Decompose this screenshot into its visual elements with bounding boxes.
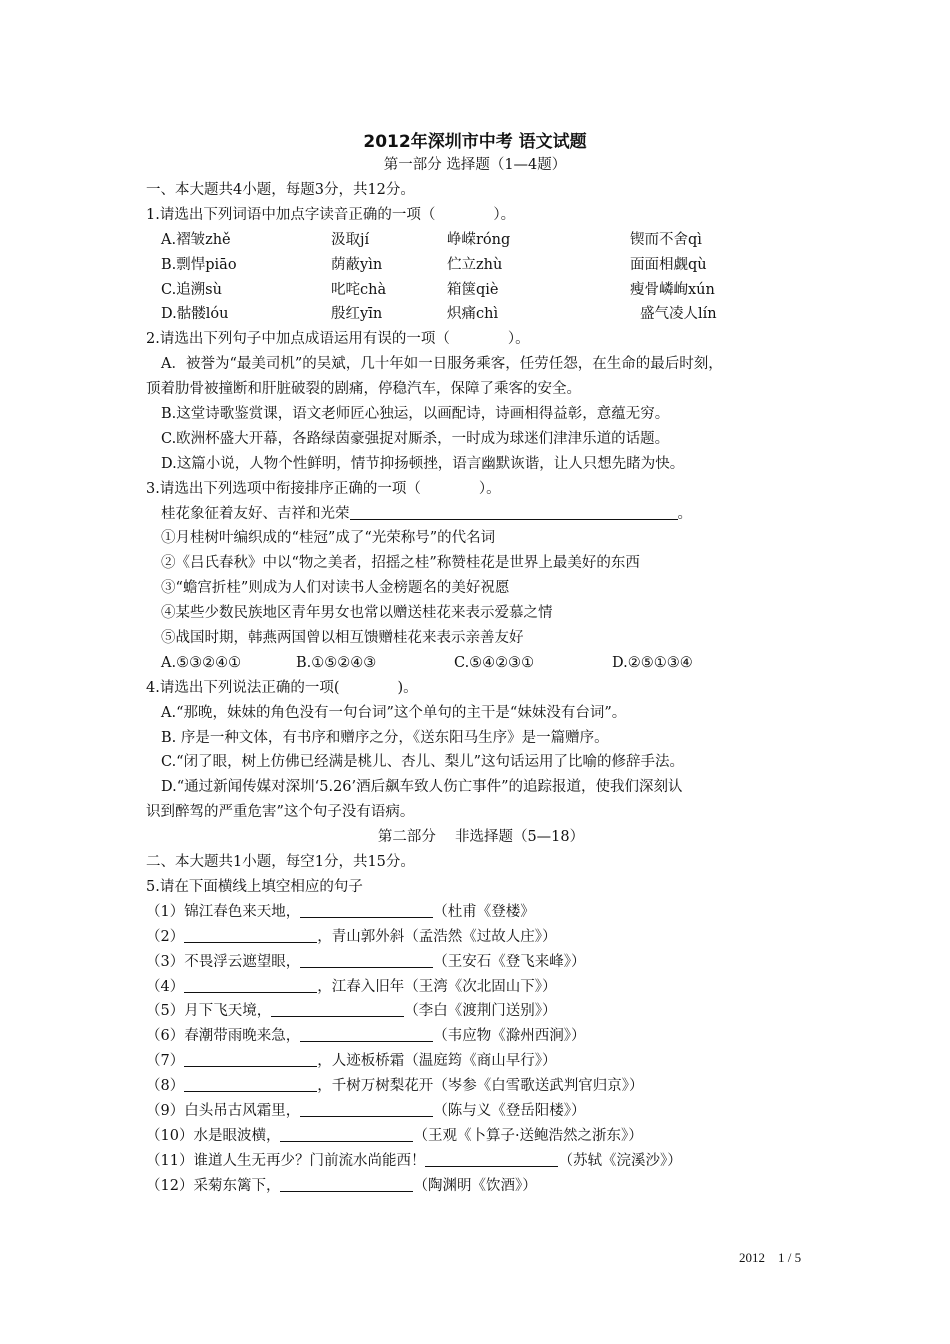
question-2-option-c: C.欧洲杯盛大开幕，各路绿茵豪强捉对厮杀，一时成为球迷们津津乐道的话题。 — [161, 430, 670, 447]
q5-line-12 — [146, 1174, 816, 1199]
q5-source: ，青山郭外斜（孟浩然《过故人庄》） — [317, 928, 557, 945]
answer-blank[interactable] — [300, 1026, 433, 1042]
question-4-option-b: B. 序是一种文体，有书序和赠序之分，《送东阳马生序》是一篇赠序。 — [161, 729, 609, 746]
question-1-row-d — [146, 302, 816, 327]
q5-prompt: （4） — [146, 978, 185, 995]
q5-prompt: （11）谁道人生无再少？门前流水尚能西！ — [146, 1152, 426, 1169]
question-5-stem: 5.请在下面横线上填空相应的句子 — [146, 878, 363, 895]
q3-option: C.⑤④②③① — [454, 654, 535, 671]
q5-source: （杜甫《登楼》 — [433, 903, 535, 920]
q1-option: 箱箧qiè — [447, 281, 499, 298]
q1-option: 荫蔽yìn — [331, 256, 383, 273]
answer-blank[interactable] — [300, 952, 433, 968]
q5-source: （韦应物《滁州西涧》） — [433, 1028, 586, 1045]
q5-source: ，千树万树梨花开（岑参《白雪歌送武判官归京》） — [317, 1078, 644, 1095]
q5-line-3 — [146, 950, 816, 975]
question-4-option-a: A.“那晚，妹妹的角色没有一句台词”这个单句的主干是“妹妹没有台词”。 — [161, 704, 627, 721]
question-2-option-b: B.这堂诗歌鉴赏课，语文老师匠心独运，以画配诗，诗画相得益彰，意蕴无穷。 — [161, 406, 670, 423]
q5-source: （陈与义《登岳阳楼》） — [433, 1102, 586, 1119]
q5-source: （李白《渡荆门送别》） — [404, 1003, 557, 1020]
exam-body — [146, 178, 816, 1199]
q5-line-9 — [146, 1099, 816, 1124]
section-one-heading: 一、本大题共4小题，每题3分，共12分。 — [146, 182, 415, 198]
question-3-options — [146, 651, 816, 676]
q5-line-10 — [146, 1124, 816, 1149]
part-one-heading: 第一部分 选择题（1—4题） — [383, 157, 567, 173]
q1-option: 汲取jí — [331, 231, 370, 248]
answer-blank[interactable] — [300, 902, 433, 918]
question-2-option-a-line2: 顶着肋骨被撞断和肝脏破裂的剧痛，停稳汽车，保障了乘客的安全。 — [146, 381, 581, 398]
q5-prompt: （8） — [146, 1078, 185, 1095]
answer-blank[interactable] — [280, 1126, 413, 1142]
q1-option: 叱咤chà — [331, 281, 387, 298]
q5-line-6 — [146, 1024, 816, 1049]
q5-prompt: （7） — [146, 1053, 185, 1070]
question-4-option-d-line1: D.“通过新闻传媒对深圳‘5.26’酒后飙车致人伤亡事件”的追踪报道，使我们深刻认 — [161, 779, 683, 796]
question-3-item: ②《吕氏春秋》中以“物之美者，招摇之桂”称赞桂花是世界上最美好的东西 — [161, 555, 640, 572]
q5-prompt: （1）锦江春色来天地， — [146, 903, 301, 920]
question-4-option-d-line2: 识到醉驾的严重危害”这个句子没有语病。 — [146, 804, 415, 821]
q3-option: B.①⑤②④③ — [296, 654, 377, 671]
question-1-row-c — [146, 278, 816, 303]
answer-blank[interactable] — [280, 1176, 413, 1192]
answer-blank[interactable] — [350, 504, 678, 520]
q1-option: D.骷髅lóu — [161, 306, 229, 323]
q1-option: 面面相觑qù — [630, 256, 707, 273]
q5-prompt: （9）白头吊古风霜里， — [146, 1102, 301, 1119]
q5-source: ，江春入旧年（王湾《次北固山下》） — [317, 978, 557, 995]
q5-prompt: （2） — [146, 928, 185, 945]
q1-option: 峥嵘róng — [447, 231, 511, 248]
answer-blank[interactable] — [300, 1101, 433, 1117]
answer-blank[interactable] — [184, 1051, 317, 1067]
part-two-heading: 第二部分 非选择题（5—18） — [377, 829, 585, 846]
q1-option: 锲而不舍qì — [630, 231, 702, 248]
q3-option: A.⑤③②④① — [161, 654, 242, 671]
question-1-stem: 1.请选出下列词语中加点字读音正确的一项（ ）。 — [146, 206, 516, 223]
document-title: 2012年深圳市中考 语文试题 — [363, 132, 587, 152]
q5-prompt: （6）春潮带雨晚来急， — [146, 1028, 301, 1045]
answer-blank[interactable] — [184, 927, 317, 943]
q1-option: 盛气凌人lín — [640, 306, 717, 323]
q3-option: D.②⑤①③④ — [612, 654, 693, 671]
question-3-stem: 3.请选出下列选项中衔接排序正确的一项（ ）。 — [146, 480, 501, 497]
question-3-item: ①月桂树叶编织成的“桂冠”成了“光荣称号”的代名词 — [161, 530, 496, 547]
q5-line-4 — [146, 975, 816, 1000]
q5-line-8 — [146, 1074, 816, 1099]
q5-line-2 — [146, 925, 816, 950]
q1-option: 瘦骨嶙峋xún — [630, 281, 715, 298]
question-3-lead — [146, 502, 816, 527]
q5-source: （陶渊明《饮酒》） — [413, 1177, 537, 1194]
question-3-item: ④某些少数民族地区青年男女也常以赠送桂花来表示爱慕之情 — [161, 605, 553, 622]
q1-option: B.剽悍piāo — [161, 256, 237, 273]
page-footer: 2012 1 / 5 — [739, 1250, 802, 1265]
q1-option: C.追溯sù — [161, 281, 222, 298]
answer-blank[interactable] — [184, 977, 317, 993]
q3-lead-text: 桂花象征着友好、吉祥和光荣 — [161, 505, 350, 522]
q5-prompt: （12）采菊东篱下， — [146, 1177, 281, 1194]
q5-prompt: （3）不畏浮云遮望眼， — [146, 953, 301, 970]
q1-option: 殷红yīn — [331, 306, 383, 323]
question-1-row-b — [146, 253, 816, 278]
section-two-heading: 二、本大题共1小题，每空1分，共15分。 — [146, 854, 415, 871]
q3-lead-end: 。 — [677, 505, 692, 522]
q5-source: （苏轼《浣溪沙》） — [558, 1152, 682, 1169]
question-2-stem: 2.请选出下列句子中加点成语运用有误的一项（ ）。 — [146, 331, 530, 348]
question-2-option-a-line1: A．被誉为“最美司机”的吴斌，几十年如一日服务乘客，任劳任怨，在生命的最后时刻， — [161, 356, 723, 373]
q5-prompt: （5）月下飞天境， — [146, 1003, 272, 1020]
answer-blank[interactable] — [425, 1151, 558, 1167]
q5-source: ，人迹板桥霜（温庭筠《商山早行》） — [317, 1053, 557, 1070]
q1-option: 伫立zhù — [447, 256, 503, 273]
question-4-stem: 4.请选出下列说法正确的一项( )。 — [146, 679, 418, 696]
q1-option: A.褶皱zhě — [161, 231, 231, 248]
question-3-item: ③“蟾宫折桂”则成为人们对读书人金榜题名的美好祝愿 — [161, 580, 510, 597]
question-3-item: ⑤战国时期，韩燕两国曾以相互馈赠桂花来表示亲善友好 — [161, 630, 524, 647]
q5-line-5 — [146, 999, 816, 1024]
q5-line-7 — [146, 1049, 816, 1074]
q5-source: （王安石《登飞来峰》） — [433, 953, 586, 970]
q5-prompt: （10）水是眼波横， — [146, 1127, 281, 1144]
q5-source: （王观《卜算子·送鲍浩然之浙东》） — [413, 1127, 643, 1144]
q1-option: 炽痛chì — [447, 306, 499, 323]
question-1-row-a — [146, 228, 816, 253]
q5-line-11 — [146, 1149, 816, 1174]
answer-blank[interactable] — [184, 1076, 317, 1092]
question-2-option-d: D.这篇小说，人物个性鲜明，情节抑扬顿挫，语言幽默诙谐，让人只想先睹为快。 — [161, 455, 685, 472]
answer-blank[interactable] — [271, 1001, 404, 1017]
q5-line-1 — [146, 900, 816, 925]
question-4-option-c: C.“闭了眼，树上仿佛已经满是桃儿、杏儿、梨儿”这句话运用了比喻的修辞手法。 — [161, 754, 685, 771]
